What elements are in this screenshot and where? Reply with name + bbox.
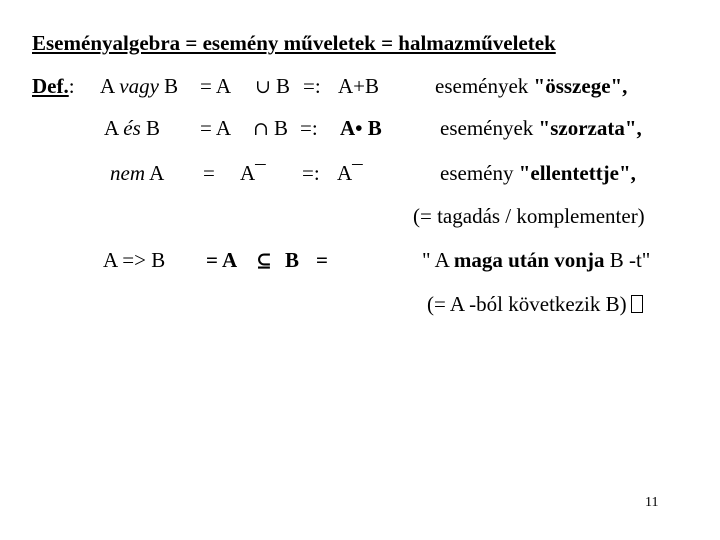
row-intersection-desc-plain: események <box>440 116 539 140</box>
row-union-op: vagy <box>119 74 159 98</box>
implication-lhs: A => B <box>103 248 166 272</box>
row-complement-defeq: =: <box>302 161 320 185</box>
row-union-result: A+B <box>338 74 380 98</box>
row-union-desc <box>435 76 627 97</box>
row-complement-result: A¯ <box>337 161 363 185</box>
row-complement-lhs <box>110 163 164 184</box>
def-colon: : <box>68 74 75 98</box>
row-intersection-desc <box>440 118 642 139</box>
implication-desc-open: " A <box>422 248 454 272</box>
row-union-lhs <box>100 76 178 97</box>
implication-desc-close: B -t" <box>604 248 651 272</box>
row-intersection-eq: = A <box>200 116 232 140</box>
row-intersection-result: A• B <box>340 116 382 140</box>
page-title: Eseményalgebra = esemény műveletek = halmazműveletek <box>32 31 556 55</box>
row-union-set-b: B <box>276 74 291 98</box>
row-complement-eq: = <box>203 161 215 185</box>
def-text: Def. <box>32 74 69 98</box>
row-complement-a: A <box>145 161 165 185</box>
row-union-defeq: =: <box>303 74 321 98</box>
implication-eq2: = <box>316 248 328 272</box>
row-union-eq: = A <box>200 74 232 98</box>
definition-label <box>32 76 75 97</box>
row-complement-op: nem <box>110 161 145 185</box>
row-intersection-a: A <box>104 116 124 140</box>
row-complement-a-bar: A¯ <box>240 161 266 185</box>
implication-eq: = A <box>206 248 238 272</box>
complement-note: (= tagadás / komplementer) <box>413 204 645 228</box>
implication-b: B <box>285 248 300 272</box>
implication-note <box>427 294 643 315</box>
implication-desc <box>422 250 650 271</box>
row-union-b: B <box>158 74 179 98</box>
row-complement-desc-bold: "ellentettje", <box>518 161 636 185</box>
row-complement-desc-plain: esemény <box>440 161 519 185</box>
row-intersection-desc-bold: "szorzata", <box>538 116 642 140</box>
implication-note-text: (= A -ból következik B) <box>427 292 627 316</box>
row-complement-desc <box>440 163 636 184</box>
implication-desc-bold: maga után vonja <box>453 248 605 272</box>
intersection-symbol: ∩ <box>253 118 269 140</box>
row-union-desc-bold: "összege", <box>533 74 628 98</box>
row-intersection-op: és <box>123 116 141 140</box>
row-intersection-b: B <box>140 116 161 140</box>
row-intersection-set-b: B <box>274 116 289 140</box>
page-number: 11 <box>645 495 659 510</box>
row-intersection-defeq: =: <box>300 116 318 140</box>
missing-glyph-icon <box>631 295 643 313</box>
union-symbol: ∪ <box>255 76 271 98</box>
row-union-a: A <box>100 74 120 98</box>
row-union-desc-plain: események <box>435 74 534 98</box>
row-intersection-lhs <box>104 118 160 139</box>
subset-symbol: ⊆ <box>256 250 272 272</box>
